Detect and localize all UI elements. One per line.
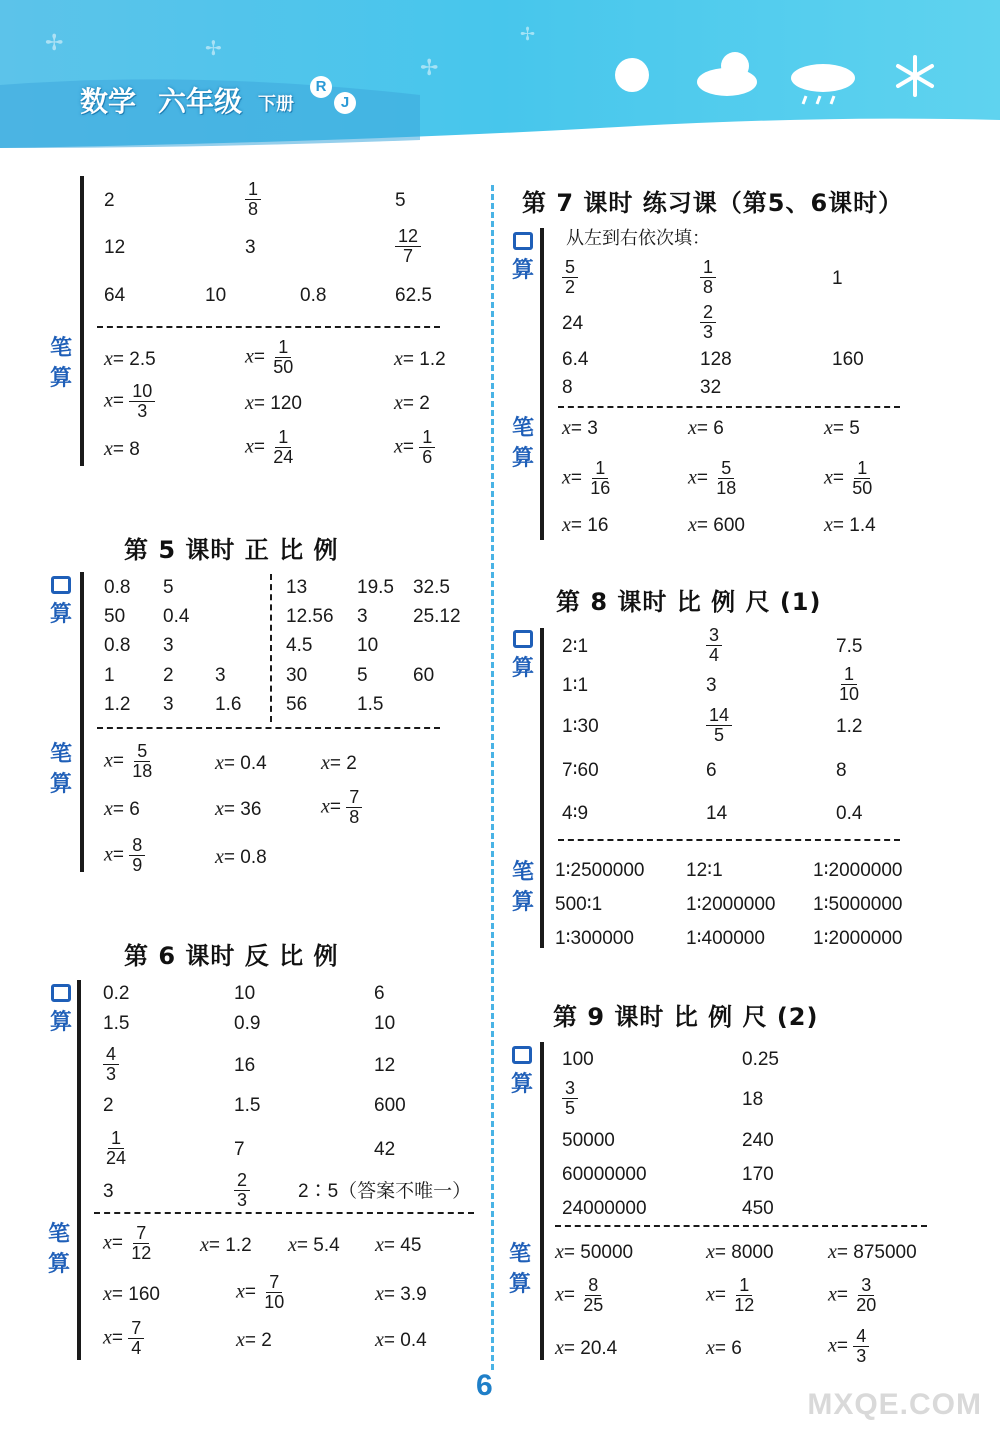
oral-calc-label: 算 [509, 630, 537, 684]
variable-x: x [828, 1283, 837, 1306]
variable-x: x [706, 1241, 715, 1263]
equation-answer: x= 160 [103, 1283, 160, 1305]
box-icon [513, 232, 533, 250]
answer-value: 12 [104, 237, 126, 258]
answer-value: 32.5 [413, 577, 450, 598]
answer-value: 1.2 [836, 716, 863, 737]
answer-value [706, 706, 732, 745]
answer-value: 0.2 [103, 983, 130, 1004]
answer-value: 0.8 [104, 577, 131, 598]
fraction: $\frac{2}{3}$ [234, 1171, 250, 1210]
box-icon [51, 984, 71, 1002]
variable-x: x [104, 843, 113, 866]
equation-answer: x= 20.4 [555, 1337, 618, 1359]
equation-answer: x= $\frac{1}{50}$ [245, 338, 296, 377]
fraction: $\frac{7}{10}$ [264, 1272, 285, 1312]
fraction: $\frac{1}{50}$ [273, 337, 294, 377]
answer-value: 1.6 [215, 694, 242, 715]
answer-value: 0.8 [300, 285, 327, 306]
variable-x: x [555, 1283, 564, 1306]
answer-value [700, 258, 716, 297]
answer-value: 50 [104, 606, 126, 627]
edition-badge-j: J [334, 92, 356, 114]
answer-value: 18 [742, 1089, 764, 1110]
variable-x: x [394, 435, 403, 458]
answer-value: 7∶60 [562, 760, 599, 781]
dashed-separator [558, 839, 900, 841]
equation-answer: x= $\frac{10}{3}$ [104, 382, 155, 421]
answer-value: 100 [562, 1049, 594, 1070]
variable-x: x [562, 514, 571, 536]
answer-value: 3 [357, 606, 368, 627]
answer-value: 50000 [562, 1130, 615, 1151]
answer-value: 128 [700, 349, 732, 370]
oral-calc-label: 算 [47, 984, 75, 1038]
cloudy-sun-icon [695, 48, 765, 100]
section-bar [77, 980, 81, 1360]
answer-value: 10 [205, 285, 227, 306]
fraction: $\frac{5}{18}$ [716, 458, 737, 498]
answer-value: 500∶1 [555, 894, 603, 915]
fraction: $\frac{8}{9}$ [129, 836, 145, 875]
fraction: $\frac{2}{3}$ [700, 303, 716, 342]
answer-value: 0.8 [104, 635, 131, 656]
equation-answer: x= $\frac{1}{24}$ [245, 428, 296, 467]
equation-answer: x= 0.4 [375, 1329, 427, 1351]
section-bar [80, 176, 84, 466]
fraction: $\frac{5}{18}$ [132, 741, 153, 781]
equation-answer: x= 8000 [706, 1241, 774, 1263]
sun-icon [612, 55, 652, 95]
equation-answer: x= $\frac{8}{25}$ [555, 1276, 606, 1315]
box-icon [512, 1046, 532, 1064]
equation-answer: x= $\frac{5}{18}$ [688, 459, 739, 498]
lesson-9-title: 第 9 课时 比 例 尺 (2) [553, 1003, 819, 1031]
answer-value: 2 [103, 1095, 114, 1116]
answer-value: 7 [234, 1139, 245, 1160]
variable-x: x [103, 1326, 112, 1349]
answer-value: 1∶2500000 [555, 860, 645, 881]
variable-x: x [103, 1283, 112, 1305]
answer-value: 0.25 [742, 1049, 779, 1070]
equation-answer: x= 6 [688, 417, 724, 439]
variable-x: x [828, 1241, 837, 1263]
variable-x: x [375, 1283, 384, 1305]
oral-calc-label: 算 [47, 576, 75, 630]
variable-x: x [245, 435, 254, 458]
equation-answer: x= 0.8 [215, 846, 267, 868]
answer-value: 8 [836, 760, 847, 781]
answer-value: 450 [742, 1198, 774, 1219]
fraction: $\frac{1}{6}$ [419, 428, 435, 467]
fraction: $\frac{7}{4}$ [128, 1319, 144, 1358]
dashed-separator [97, 326, 440, 328]
answer-value: 2 [163, 665, 174, 686]
equation-answer: x= 1.4 [824, 514, 876, 536]
variable-x: x [824, 514, 833, 536]
variable-x: x [236, 1329, 245, 1351]
snowflake-icon [893, 54, 937, 98]
answer-value: 0.9 [234, 1013, 261, 1034]
equation-answer: x= 45 [375, 1234, 422, 1256]
fraction: $\frac{7}{12}$ [131, 1223, 152, 1263]
variable-x: x [824, 466, 833, 489]
equation-answer: x= $\frac{7}{8}$ [321, 788, 362, 827]
written-calc-label: 笔算 [508, 1242, 531, 1297]
answer-value: 8 [562, 377, 573, 398]
fraction: $\frac{1}{8}$ [700, 258, 716, 297]
svg-text:✢: ✢ [205, 36, 222, 60]
equation-answer: x= 16 [562, 514, 609, 536]
fraction: $\frac{1}{12}$ [734, 1275, 755, 1315]
written-calc-label: 笔算 [49, 742, 72, 797]
equation-answer: x= 2 [321, 752, 357, 774]
answer-value: 4.5 [286, 635, 313, 656]
variable-x: x [394, 392, 403, 414]
answer-value: 1∶300000 [555, 928, 634, 949]
section-bar [540, 628, 544, 948]
answer-value [706, 626, 722, 665]
answer-value: 10 [234, 983, 256, 1004]
answer-value: 12 [374, 1055, 396, 1076]
answer-value [562, 1079, 578, 1118]
dashed-separator [270, 574, 272, 722]
equation-answer: x= $\frac{3}{20}$ [828, 1276, 879, 1315]
fraction: $\frac{1}{16}$ [590, 458, 611, 498]
column-divider [491, 185, 494, 1370]
answer-value: 13 [286, 577, 308, 598]
equation-answer: x= 2 [394, 392, 430, 414]
fill-order-note: 从左到右依次填： [566, 228, 710, 249]
written-calc-label: 笔算 [511, 860, 534, 915]
variable-x: x [562, 466, 571, 489]
fraction: $\frac{14}{5}$ [706, 706, 732, 745]
answer-value [562, 258, 578, 297]
answer-value: 3 [215, 665, 226, 686]
variable-x: x [394, 348, 403, 370]
answer-value: 1∶2000000 [813, 860, 903, 881]
answer-value: 3 [103, 1181, 114, 1202]
answer-value: 1∶5000000 [813, 894, 903, 915]
answer-value: 5 [395, 190, 406, 211]
dashed-separator [555, 1225, 927, 1227]
fraction: $\frac{1}{50}$ [852, 458, 873, 498]
answer-value: 6 [374, 983, 385, 1004]
answer-value: 7.5 [836, 636, 863, 657]
answer-value: 0.4 [836, 803, 863, 824]
answer-value: 0.4 [163, 606, 190, 627]
fraction: $\frac{3}{5}$ [562, 1079, 578, 1118]
answer-value: 1∶2000000 [813, 928, 903, 949]
variable-x: x [104, 438, 113, 460]
rain-cloud-icon [788, 60, 858, 108]
equation-answer: x= $\frac{1}{50}$ [824, 459, 875, 498]
answer-value: 6 [706, 760, 717, 781]
edition-badge-r: R [310, 76, 332, 98]
variable-x: x [706, 1337, 715, 1359]
answer-value: 1 [832, 268, 843, 289]
answer-value: 240 [742, 1130, 774, 1151]
answer-value: 2∶1 [562, 636, 589, 657]
variable-x: x [706, 1283, 715, 1306]
answer-value: 1.5 [234, 1095, 261, 1116]
svg-text:✢: ✢ [520, 24, 536, 45]
fraction: $\frac{1}{24}$ [106, 1128, 127, 1168]
answer-value: 60 [413, 665, 435, 686]
written-calc-label: 笔算 [49, 336, 72, 391]
svg-text:✢: ✢ [420, 56, 439, 81]
fraction: $\frac{1}{8}$ [245, 180, 261, 219]
written-calc-label: 笔算 [511, 416, 534, 471]
equation-answer: x= 1.2 [200, 1234, 252, 1256]
variable-x: x [555, 1337, 564, 1359]
answer-value: 1∶2000000 [686, 894, 776, 915]
answer-value: 6.4 [562, 349, 589, 370]
equation-answer: x= 6 [104, 798, 140, 820]
fraction: $\frac{4}{3}$ [853, 1327, 869, 1366]
dashed-separator [558, 406, 900, 408]
variable-x: x [688, 417, 697, 439]
answer-value [700, 303, 716, 342]
answer-value: 10 [374, 1013, 396, 1034]
answer-value: 2 [104, 190, 115, 211]
grade-title: 六年级 [158, 85, 243, 118]
answer-value: 42 [374, 1139, 396, 1160]
fraction: $\frac{7}{8}$ [346, 788, 362, 827]
variable-x: x [824, 417, 833, 439]
answer-value: 10 [357, 635, 379, 656]
equation-answer: x= 600 [688, 514, 745, 536]
variable-x: x [104, 348, 113, 370]
answer-value: 1∶1 [562, 675, 589, 696]
section-bar [80, 572, 84, 872]
equation-answer: x= 3.9 [375, 1283, 427, 1305]
equation-answer: x= $\frac{7}{12}$ [103, 1224, 154, 1263]
variable-x: x [104, 389, 113, 412]
equation-answer: x= 2.5 [104, 348, 156, 370]
equation-answer: x= $\frac{4}{3}$ [828, 1327, 869, 1366]
answer-value [234, 1171, 250, 1210]
answer-value: 5 [357, 665, 368, 686]
answer-value: 56 [286, 694, 308, 715]
variable-x: x [103, 1231, 112, 1254]
equation-answer: x= 0.4 [215, 752, 267, 774]
fraction: $\frac{1}{10}$ [839, 664, 860, 704]
answer-value: 62.5 [395, 285, 432, 306]
oral-calc-label: 算 [509, 232, 537, 286]
variable-x: x [375, 1234, 384, 1256]
answer-value: 4∶9 [562, 803, 589, 824]
equation-answer: x= $\frac{7}{10}$ [236, 1273, 287, 1312]
equation-answer: x= 2 [236, 1329, 272, 1351]
lesson-8-title: 第 8 课时 比 例 尺 (1) [556, 588, 822, 616]
variable-x: x [288, 1234, 297, 1256]
variable-x: x [245, 392, 254, 414]
written-calc-label: 笔算 [47, 1222, 70, 1277]
page-number: 6 [476, 1369, 493, 1402]
watermark-logo: MXQE.COM [807, 1388, 982, 1421]
answer-value: 12.56 [286, 606, 334, 627]
box-icon [513, 630, 533, 648]
answer-value [103, 1045, 119, 1084]
equation-answer: x= $\frac{1}{12}$ [706, 1276, 757, 1315]
answer-value: 64 [104, 285, 126, 306]
section-bar [540, 228, 544, 540]
answer-value: 1∶30 [562, 716, 599, 737]
variable-x: x [215, 798, 224, 820]
fraction: $\frac{10}{3}$ [129, 382, 155, 421]
answer-value: 5 [163, 577, 174, 598]
variable-x: x [321, 795, 330, 818]
fraction: $\frac{3}{20}$ [856, 1275, 877, 1315]
equation-answer: x= 5.4 [288, 1234, 340, 1256]
fraction: $\frac{8}{25}$ [583, 1275, 604, 1315]
volume-title: 下册 [258, 94, 294, 115]
answer-value: 30 [286, 665, 308, 686]
lesson-6-title: 第 6 课时 反 比 例 [124, 942, 339, 970]
answer-value: 3 [163, 694, 174, 715]
lesson-5-title: 第 5 课时 正 比 例 [124, 536, 339, 564]
answer-value: 12∶1 [686, 860, 723, 881]
variable-x: x [828, 1334, 837, 1357]
answer-value [245, 180, 261, 219]
equation-answer: x= 3 [562, 417, 598, 439]
answer-value: 1.5 [357, 694, 384, 715]
fraction: $\frac{4}{3}$ [103, 1045, 119, 1084]
answer-value: 19.5 [357, 577, 394, 598]
equation-answer: x= 875000 [828, 1241, 917, 1263]
equation-answer: x= 8 [104, 438, 140, 460]
equation-answer: x= 1.2 [394, 348, 446, 370]
variable-x: x [688, 466, 697, 489]
variable-x: x [215, 752, 224, 774]
answer-value: 160 [832, 349, 864, 370]
section-bar [540, 1042, 544, 1360]
equation-answer: x= $\frac{5}{18}$ [104, 742, 155, 781]
answer-value: 600 [374, 1095, 406, 1116]
variable-x: x [215, 846, 224, 868]
dashed-separator [94, 1212, 474, 1214]
equation-answer: x= $\frac{1}{16}$ [562, 459, 613, 498]
answer-value: 170 [742, 1164, 774, 1185]
answer-value [103, 1129, 129, 1168]
answer-value: 16 [234, 1055, 256, 1076]
variable-x: x [236, 1280, 245, 1303]
fraction: $\frac{3}{4}$ [706, 626, 722, 665]
equation-answer: x= $\frac{7}{4}$ [103, 1319, 144, 1358]
equation-answer: x= 6 [706, 1337, 742, 1359]
answer-value: 1.2 [104, 694, 131, 715]
header-banner [0, 0, 1000, 150]
svg-text:✢: ✢ [45, 31, 64, 56]
answer-value: 25.12 [413, 606, 461, 627]
fraction: $\frac{12}{7}$ [395, 227, 421, 266]
variable-x: x [375, 1329, 384, 1351]
answer-value: 24000000 [562, 1198, 647, 1219]
variable-x: x [104, 798, 113, 820]
fraction: $\frac{1}{24}$ [273, 427, 294, 467]
answer-value: 14 [706, 803, 728, 824]
variable-x: x [104, 749, 113, 772]
equation-answer: x= 36 [215, 798, 262, 820]
equation-answer: x= $\frac{8}{9}$ [104, 836, 145, 875]
fraction: $\frac{5}{2}$ [562, 258, 578, 297]
answer-value: 3 [706, 675, 717, 696]
answer-value [395, 227, 421, 266]
answer-value: 1.5 [103, 1013, 130, 1034]
answer-value: 24 [562, 313, 584, 334]
equation-answer: x= 50000 [555, 1241, 634, 1263]
equation-answer: x= 120 [245, 392, 302, 414]
variable-x: x [245, 345, 254, 368]
answer-value [836, 665, 862, 704]
lesson-7-title: 第 7 课时 练习课（第5、6课时） [522, 189, 904, 217]
equation-answer: x= $\frac{1}{6}$ [394, 428, 435, 467]
subject-title: 数学 [80, 85, 137, 118]
answer-value: 3 [245, 237, 256, 258]
equation-answer: x= 5 [824, 417, 860, 439]
variable-x: x [200, 1234, 209, 1256]
box-icon [51, 576, 71, 594]
variable-x: x [688, 514, 697, 536]
dashed-separator [97, 727, 440, 729]
answer-value: 3 [163, 635, 174, 656]
answer-value: 32 [700, 377, 722, 398]
answer-value: 1∶400000 [686, 928, 765, 949]
answer-value: 60000000 [562, 1164, 647, 1185]
answer-value: 2∶5（答案不唯一） [298, 1181, 472, 1202]
variable-x: x [562, 417, 571, 439]
variable-x: x [555, 1241, 564, 1263]
answer-value: 1 [104, 665, 115, 686]
variable-x: x [321, 752, 330, 774]
oral-calc-label: 算 [508, 1046, 536, 1100]
